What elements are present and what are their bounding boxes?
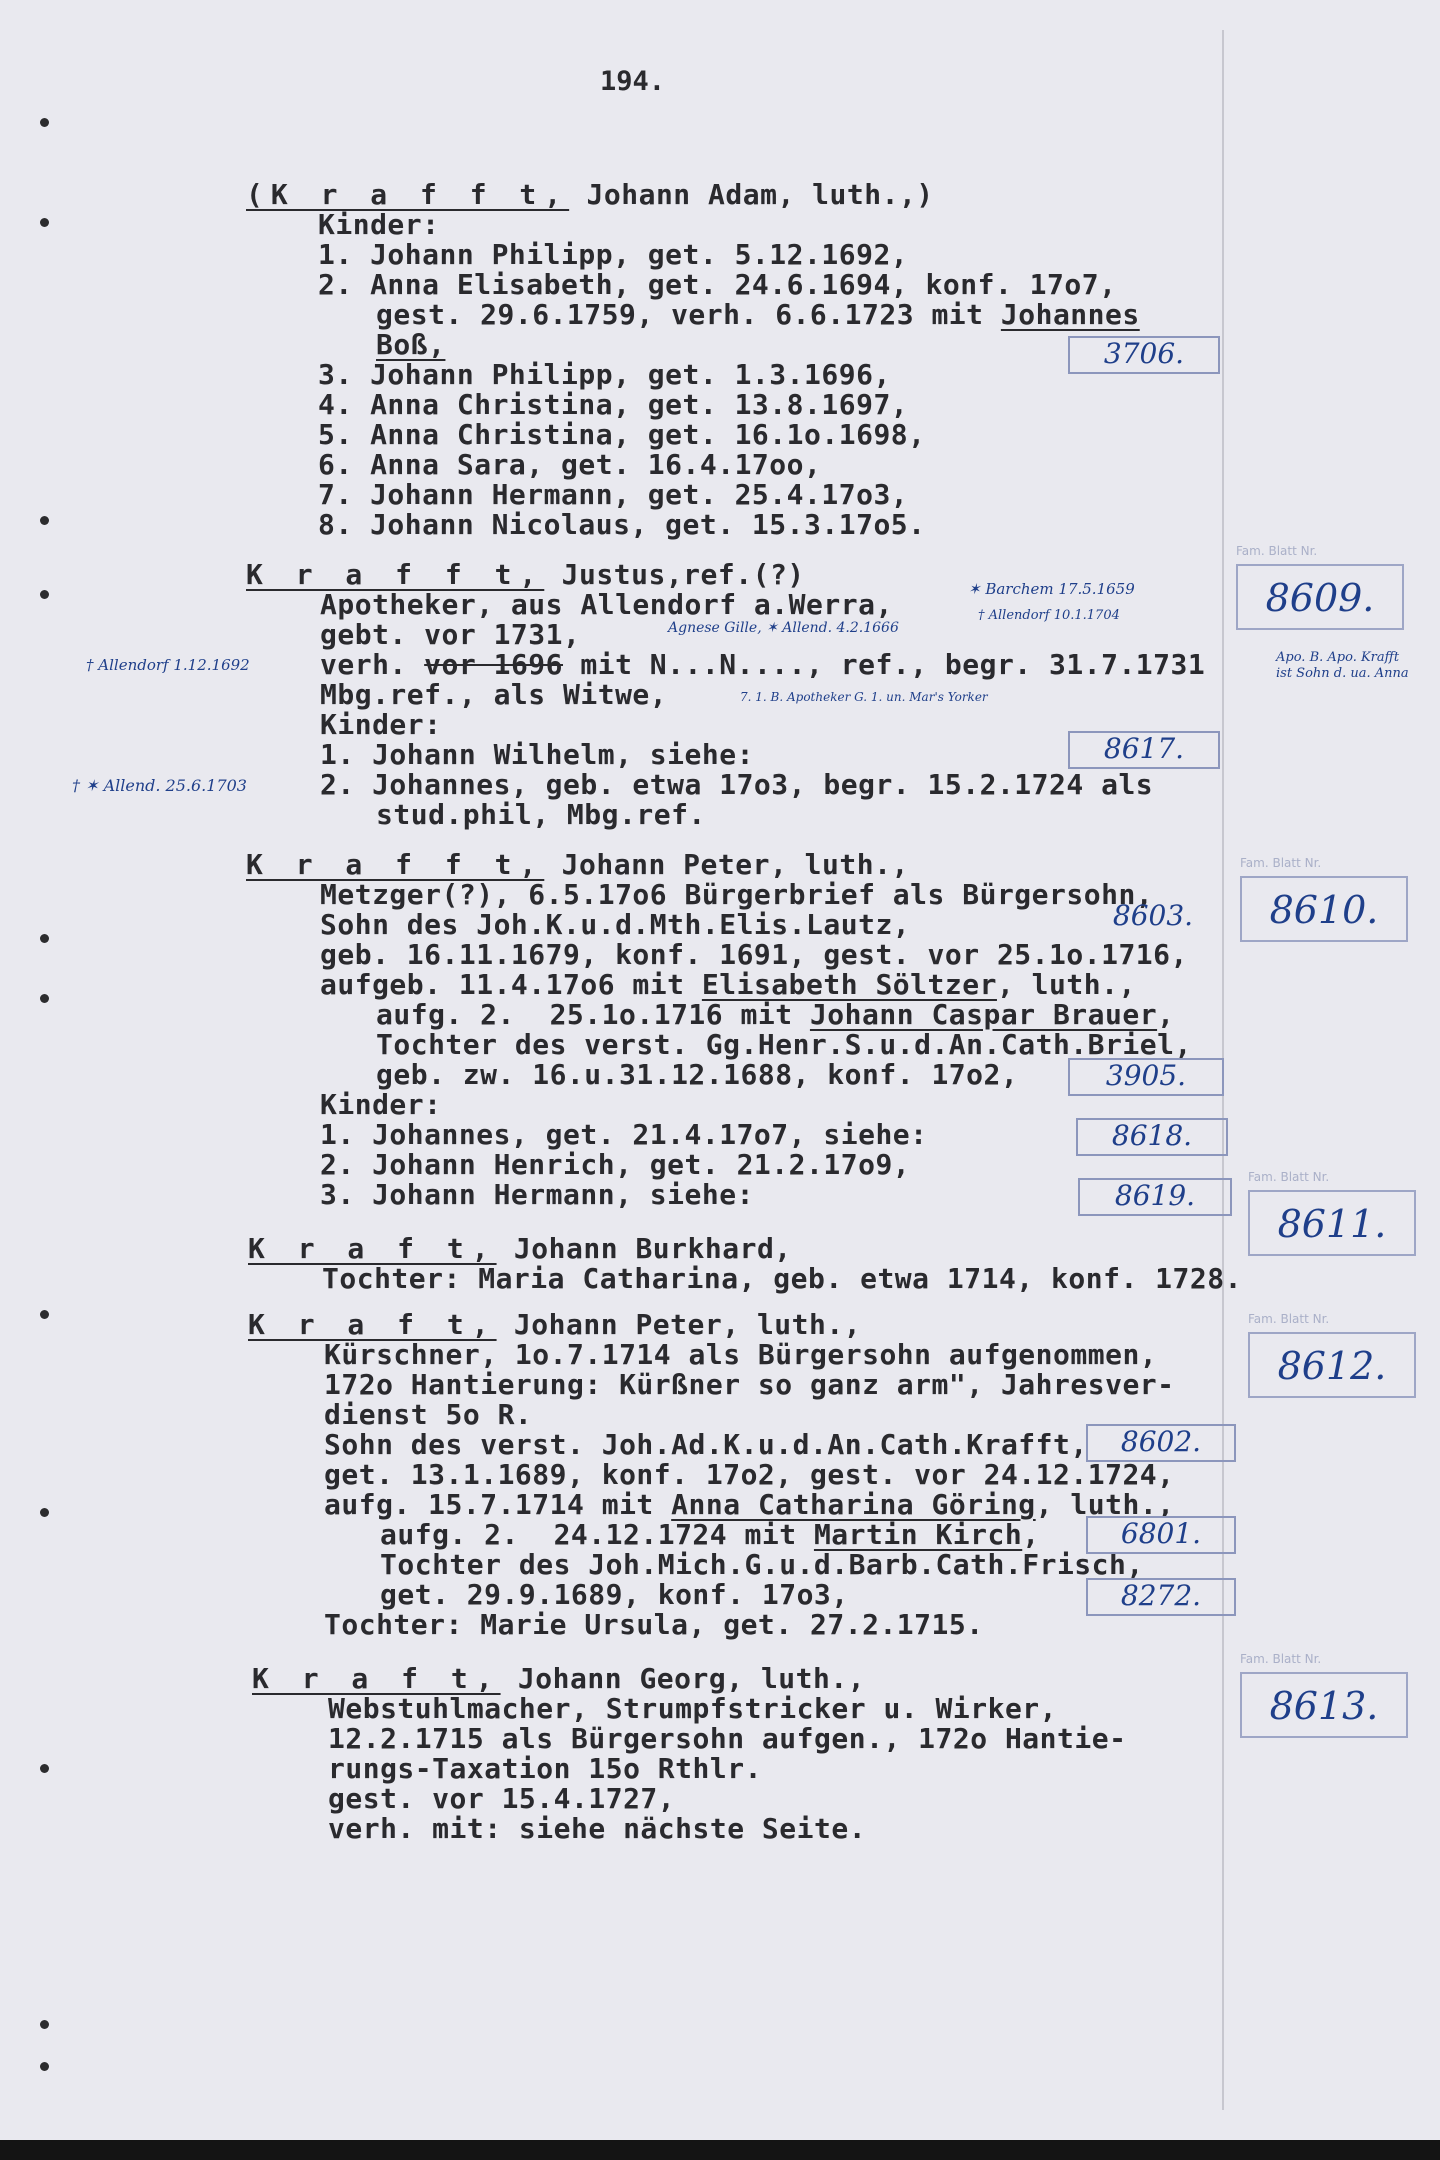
text-segment: Johann Adam, luth.,)	[569, 178, 934, 211]
page-number: 194.	[600, 66, 666, 97]
text-line	[380, 1580, 849, 1610]
text-segment: 8. Johann Nicolaus, get. 15.3.17o5.	[318, 508, 926, 541]
surname-heading: K r a f t,	[252, 1662, 501, 1695]
struck-text: vor 1696	[424, 648, 564, 681]
handwritten-note: † ✶ Allend. 25.6.1703	[72, 776, 247, 795]
family-sheet-stamp: Fam. Blatt Nr. 8613.	[1240, 1672, 1408, 1738]
text-segment: Tochter des verst. Gg.Henr.S.u.d.An.Cath.Briel,	[376, 1028, 1192, 1061]
handwritten-note: ✶ Barchem 17.5.1659	[968, 580, 1135, 598]
text-line	[324, 1370, 1175, 1400]
binder-hole	[40, 2062, 49, 2071]
text-line	[246, 180, 934, 210]
text-segment: Kinder:	[320, 1088, 442, 1121]
text-segment: gest. vor 15.4.1727,	[328, 1782, 676, 1815]
surname-heading: K r a f t,	[248, 1308, 497, 1341]
text-segment: Mbg.ref., als Witwe,	[320, 678, 668, 711]
text-segment: 2. Johann Henrich, get. 21.2.17o9,	[320, 1148, 911, 1181]
text-segment: verh. mit: siehe nächste Seite.	[328, 1812, 867, 1845]
scan-border	[0, 2140, 1440, 2160]
text-line	[318, 210, 440, 240]
surname-heading: (K r a f f t,	[246, 178, 570, 211]
reference-box: 8602.	[1086, 1424, 1236, 1462]
text-segment: 2. Anna Elisabeth, get. 24.6.1694, konf. 17o7,	[318, 268, 1117, 301]
text-segment: dienst 5o R.	[324, 1398, 533, 1431]
text-line	[320, 680, 667, 710]
text-segment: 172o Hantierung: Kürßner so ganz arm", Jahresver-	[324, 1368, 1175, 1401]
binder-hole	[40, 118, 49, 127]
binder-hole	[40, 218, 49, 227]
text-segment: geb. zw. 16.u.31.12.1688, konf. 17o2,	[376, 1058, 1019, 1091]
text-segment: ,	[1157, 998, 1175, 1031]
text-segment: 1. Johann Wilhelm, siehe:	[320, 738, 754, 771]
text-line	[328, 1754, 762, 1784]
handwritten-note: † Allendorf 10.1.1704	[978, 608, 1120, 623]
family-sheet-stamp: Fam. Blatt Nr. 8610.	[1240, 876, 1408, 942]
text-segment: get. 29.9.1689, konf. 17o3,	[380, 1578, 849, 1611]
text-line	[320, 910, 910, 940]
text-segment: gest. 29.6.1759, verh. 6.6.1723 mit	[376, 298, 1001, 331]
reference-box: 8603.	[1112, 899, 1194, 932]
text-segment: Johann Burkhard,	[496, 1232, 792, 1265]
text-segment: ,	[1022, 1518, 1040, 1551]
surname-heading: K r a f f t,	[246, 558, 545, 591]
text-segment: 6. Anna Sara, get. 16.4.17oo,	[318, 448, 822, 481]
text-segment: Johann Georg, luth.,	[500, 1662, 866, 1695]
text-line	[320, 970, 1136, 1000]
text-segment: 3. Johann Philipp, get. 1.3.1696,	[318, 358, 891, 391]
text-segment: Justus,ref.(?)	[544, 558, 805, 591]
text-segment: aufg. 15.7.1714 mit	[324, 1488, 672, 1521]
binder-hole	[40, 590, 49, 599]
text-line	[324, 1610, 984, 1640]
text-line	[248, 1234, 792, 1264]
text-line	[324, 1490, 1175, 1520]
text-line	[246, 850, 909, 880]
surname-heading: K r a f t,	[248, 1232, 497, 1265]
text-line	[328, 1814, 866, 1844]
handwritten-note: Apo. B. Apo. Krafft ist Sohn d. ua. Anna	[1276, 650, 1409, 681]
underlined-name: Martin Kirch	[813, 1518, 1023, 1551]
text-segment: rungs-Taxation 15o Rthlr.	[328, 1752, 762, 1785]
text-segment: 5. Anna Christina, get. 16.1o.1698,	[318, 418, 926, 451]
text-line	[380, 1520, 1040, 1550]
text-segment: 3. Johann Hermann, siehe:	[320, 1178, 754, 1211]
underlined-name: Elisabeth Söltzer	[701, 968, 997, 1001]
text-line	[328, 1694, 1057, 1724]
text-line	[376, 1030, 1192, 1060]
text-segment: Tochter des Joh.Mich.G.u.d.Barb.Cath.Frisch,	[380, 1548, 1144, 1581]
binder-hole	[40, 2020, 49, 2029]
family-sheet-stamp: Fam. Blatt Nr. 8611.	[1248, 1190, 1416, 1256]
reference-box: 8619.	[1078, 1178, 1232, 1216]
text-line	[318, 480, 908, 510]
text-segment: aufg. 2. 25.1o.1716 mit	[376, 998, 810, 1031]
text-line	[320, 1180, 754, 1210]
text-segment: Tochter: Marie Ursula, get. 27.2.1715.	[324, 1608, 984, 1641]
binder-hole	[40, 1508, 49, 1517]
text-segment: Sohn des Joh.K.u.d.Mth.Elis.Lautz,	[320, 908, 911, 941]
text-segment: get. 13.1.1689, konf. 17o2, gest. vor 24.12.1724,	[324, 1458, 1175, 1491]
text-line	[318, 360, 891, 390]
text-segment: Kinder:	[318, 208, 440, 241]
text-line	[322, 1264, 1242, 1294]
text-segment: 1. Johann Philipp, get. 5.12.1692,	[318, 238, 909, 271]
text-line	[318, 390, 908, 420]
text-line	[376, 800, 706, 830]
text-line	[252, 1664, 865, 1694]
text-line	[318, 510, 926, 540]
text-segment: mit N...N...., ref., begr. 31.7.1731	[563, 648, 1206, 681]
text-line	[376, 330, 445, 360]
text-line	[320, 710, 442, 740]
text-segment: , luth.,	[996, 968, 1136, 1001]
text-line	[324, 1430, 1088, 1460]
reference-box: 6801.	[1086, 1516, 1236, 1554]
text-line	[376, 1060, 1018, 1090]
text-segment: , luth.,	[1035, 1488, 1175, 1521]
surname-heading: K r a f f t,	[246, 848, 545, 881]
text-line	[380, 1550, 1144, 1580]
binder-hole	[40, 934, 49, 943]
handwritten-note: 7. 1. B. Apotheker G. 1. un. Mar's Yorker	[740, 690, 988, 704]
text-segment: Apotheker, aus Allendorf a.Werra,	[320, 588, 893, 621]
text-line	[324, 1340, 1157, 1370]
text-line	[320, 590, 893, 620]
text-line	[320, 740, 754, 770]
reference-box: 8618.	[1076, 1118, 1228, 1156]
underlined-name: Anna Catharina Göring	[671, 1488, 1036, 1521]
underlined-name: Johann Caspar Brauer	[809, 998, 1158, 1031]
text-line	[318, 270, 1116, 300]
text-segment: aufg. 2. 24.12.1724 mit	[380, 1518, 814, 1551]
handwritten-note: Agnese Gille, ✶ Allend. 4.2.1666	[668, 620, 899, 636]
binder-hole	[40, 1764, 49, 1773]
text-line	[320, 940, 1188, 970]
text-segment: Metzger(?), 6.5.17o6 Bürgerbrief als Bürgersohn,	[320, 878, 1154, 911]
text-segment: geb. 16.11.1679, konf. 1691, gest. vor 25.1o.1716,	[320, 938, 1188, 971]
binder-hole	[40, 516, 49, 525]
underlined-name: Johannes	[1000, 298, 1140, 331]
text-segment: 1. Johannes, get. 21.4.17o7, siehe:	[320, 1118, 928, 1151]
text-segment: stud.phil, Mbg.ref.	[376, 798, 706, 831]
text-line	[376, 300, 1140, 330]
text-segment: Johann Peter, luth.,	[544, 848, 909, 881]
text-line	[328, 1724, 1126, 1754]
text-line	[320, 1120, 928, 1150]
text-line	[324, 1400, 532, 1430]
text-segment: Kürschner, 1o.7.1714 als Bürgersohn aufgenommen,	[324, 1338, 1158, 1371]
text-line	[320, 1150, 910, 1180]
text-line	[320, 650, 1205, 680]
text-line	[248, 1310, 861, 1340]
text-line	[318, 240, 908, 270]
text-line	[324, 1460, 1175, 1490]
text-line	[246, 560, 805, 590]
text-line	[320, 880, 1153, 910]
family-sheet-stamp: Fam. Blatt Nr. 8612.	[1248, 1332, 1416, 1398]
text-segment: Sohn des verst. Joh.Ad.K.u.d.An.Cath.Krafft,	[324, 1428, 1088, 1461]
text-segment: gebt. vor 1731,	[320, 618, 581, 651]
text-line	[376, 1000, 1174, 1030]
text-segment: verh.	[320, 648, 425, 681]
text-segment: aufgeb. 11.4.17o6 mit	[320, 968, 702, 1001]
text-segment: 7. Johann Hermann, get. 25.4.17o3,	[318, 478, 909, 511]
handwritten-note: † Allendorf 1.12.1692	[86, 656, 250, 674]
text-segment: Tochter: Maria Catharina, geb. etwa 1714, konf. 1728.	[322, 1262, 1242, 1295]
text-line	[320, 770, 1153, 800]
text-line	[318, 450, 821, 480]
binder-hole	[40, 1310, 49, 1319]
text-segment: 4. Anna Christina, get. 13.8.1697,	[318, 388, 909, 421]
reference-box: 3706.	[1068, 336, 1220, 374]
text-segment: 12.2.1715 als Bürgersohn aufgen., 172o Hantie-	[328, 1722, 1127, 1755]
underlined-name: Boß,	[376, 328, 446, 361]
reference-box: 8617.	[1068, 731, 1220, 769]
text-line	[320, 620, 580, 650]
text-line	[328, 1784, 675, 1814]
text-segment: Kinder:	[320, 708, 442, 741]
text-segment: 2. Johannes, geb. etwa 17o3, begr. 15.2.1724 als	[320, 768, 1154, 801]
text-segment: Johann Peter, luth.,	[496, 1308, 862, 1341]
family-sheet-stamp: Fam. Blatt Nr. 8609.	[1236, 564, 1404, 630]
reference-box: 3905.	[1068, 1058, 1224, 1096]
text-segment: Webstuhlmacher, Strumpfstricker u. Wirker,	[328, 1692, 1058, 1725]
reference-box: 8272.	[1086, 1578, 1236, 1616]
text-line	[318, 420, 926, 450]
text-line	[320, 1090, 442, 1120]
binder-hole	[40, 994, 49, 1003]
